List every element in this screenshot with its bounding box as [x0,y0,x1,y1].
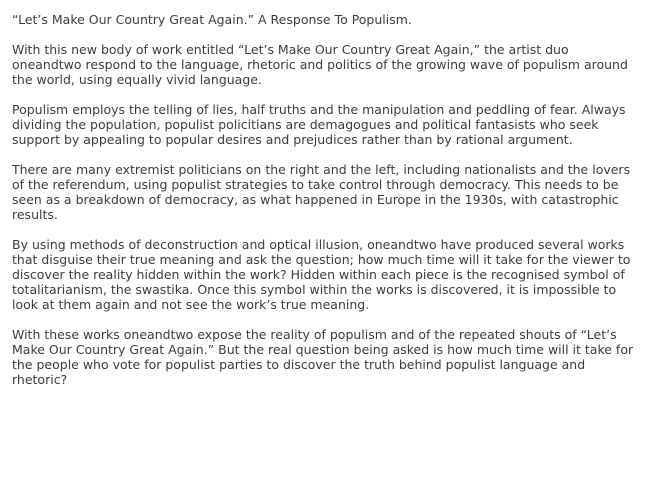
article-paragraph-intro: With this new body of work entitled “Let’s Make Our Country Great Again,” the artist duo oneandtwo respond to the language, rhetoric and politics of the growing wave of populism around the world, using equally vivid language. [12,42,628,87]
article-paragraph-extremism: There are many extremist politicians on the right and the left, including nationalists and the lovers of the referendum, using populist strategies to take control through democracy. This needs to be seen as a breakdown of democracy, as what happened in Europe in the 1930s, with catastrophic results. [12,162,631,222]
article-body [12,12,642,402]
article-paragraph-conclusion: With these works oneandtwo expose the reality of populism and of the repeated shouts of “Let’s Make Our Country Great Again.” But the real question being asked is how much time will it take for the people who vote for populist parties to discover the truth behind populist language and rhetoric? [12,327,634,387]
article-title: “Let’s Make Our Country Great Again.” A Response To Populism. [12,12,412,27]
article-paragraph-populism: Populism employs the telling of lies, half truths and the manipulation and peddling of fear. Always dividing the population, populist policitians are demagogues and political fantasists who seek support by appealing to popular desires and prejudices rather than by rational argument. [12,102,626,147]
article-paragraph-methods: By using methods of deconstruction and optical illusion, oneandtwo have produced several works that disguise their true meaning and ask the question; how much time will it take for the viewer to discover the reality hidden within the work? Hidden within each piece is the recognised symbol of totalitarianism, the swastika. Once this symbol within the works is discovered, it is impossible to look at them again and not see the work’s true meaning. [12,237,631,312]
